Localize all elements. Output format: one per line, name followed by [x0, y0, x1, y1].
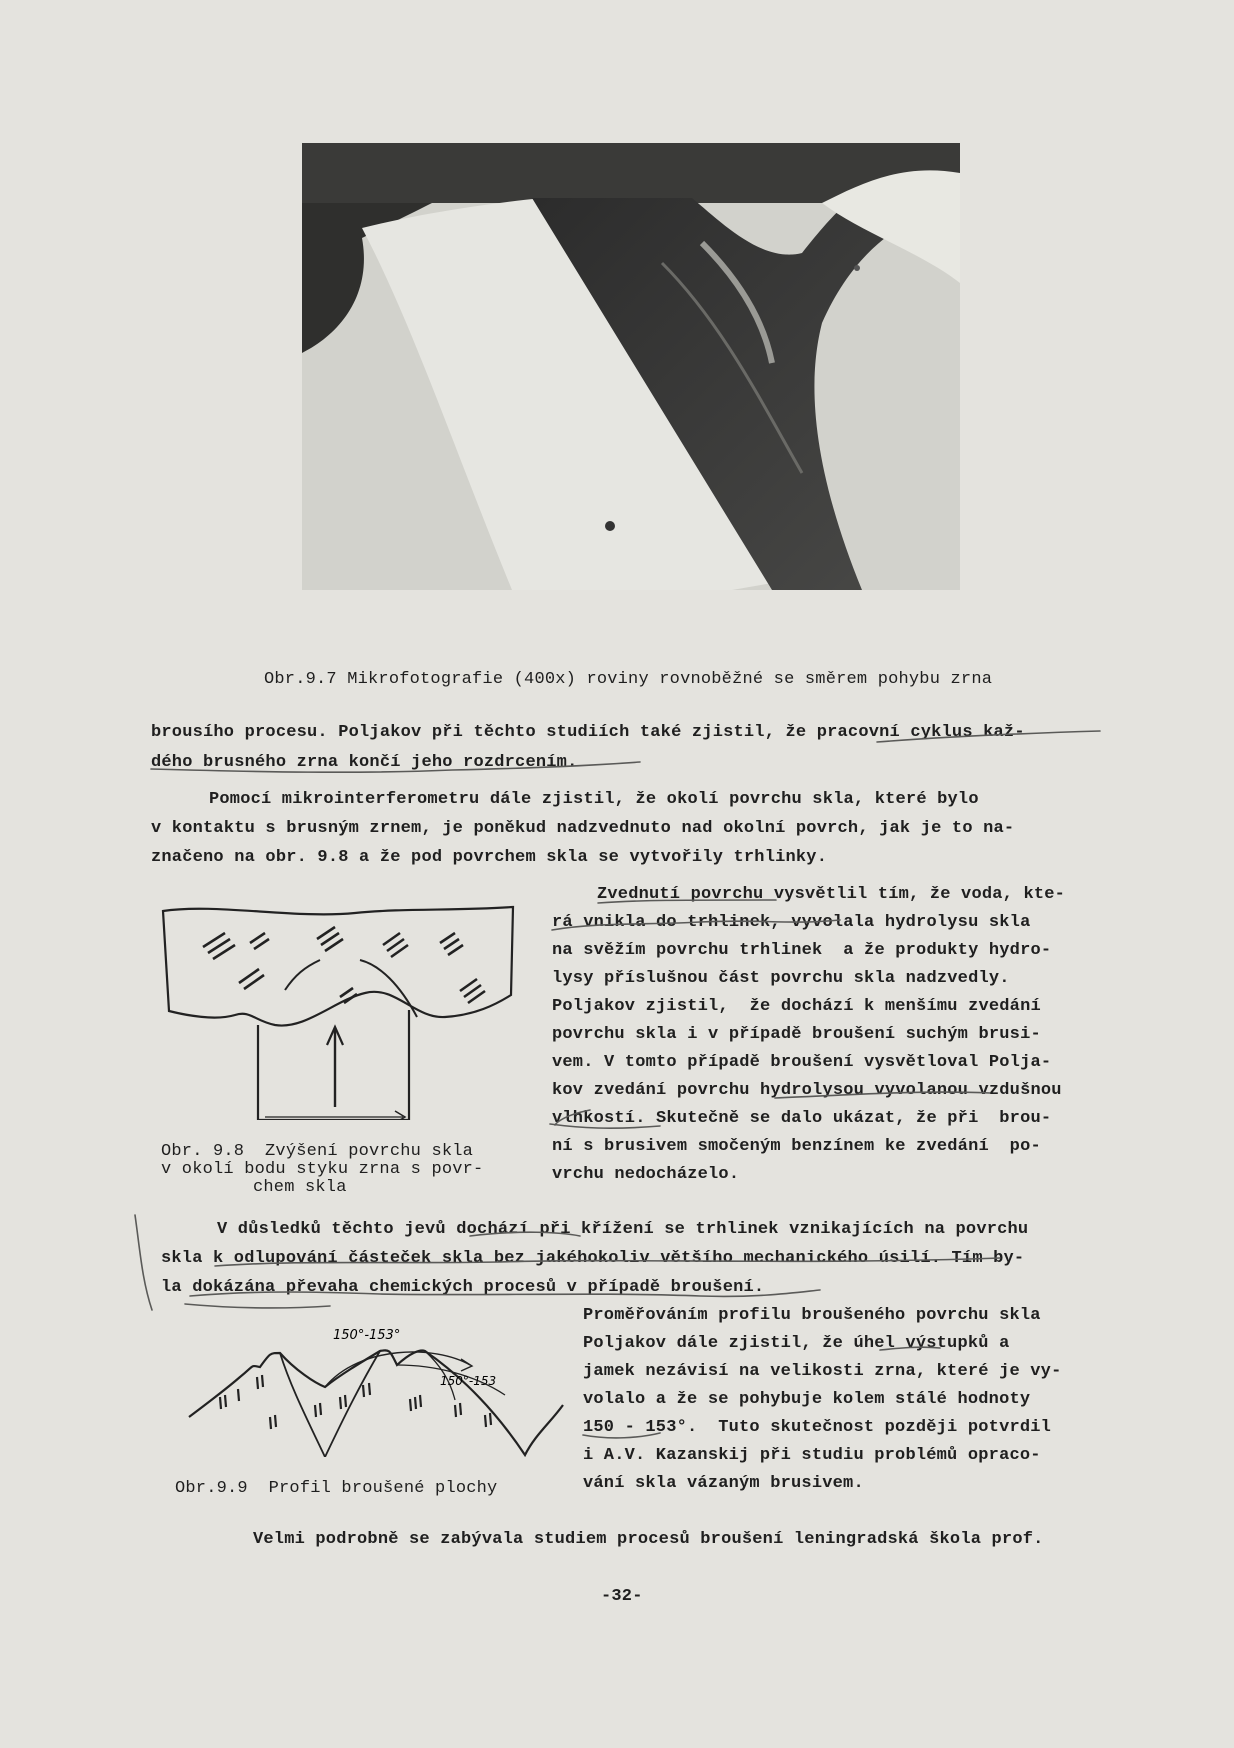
paragraph-3-line-8: kov zvedání povrchu hydrolysou vyvolanou vzdušnou — [552, 1081, 1062, 1100]
paragraph-5-line-3: jamek nezávisí na velikosti zrna, které je vy- — [583, 1362, 1062, 1381]
paragraph-2-line-1: Pomocí mikrointerferometru dále zjistil, že okolí povrchu skla, které bylo — [209, 790, 979, 809]
page-number: -32- — [601, 1587, 643, 1606]
paragraph-3-line-3: na svěžím povrchu trhlinek a že produkty hydro- — [552, 941, 1052, 960]
paragraph-3-line-9: vlhkostí. Skutečně se dalo ukázat, že při brou- — [552, 1109, 1052, 1128]
paragraph-4-line-2: skla k odlupování částeček skla bez jakéhokoliv většího mechanického úsilí. Tím by- — [161, 1249, 1025, 1268]
paragraph-1-line-2: dého brusného zrna končí jeho rozdrcením. — [151, 753, 578, 772]
paragraph-3-line-1: Zvednutí povrchu vysvětlil tím, že voda, kte- — [597, 885, 1066, 904]
paragraph-3-line-4: lysy příslušnou část povrchu skla nadzvedly. — [552, 969, 1010, 988]
paragraph-5-line-7: vání skla vázaným brusivem. — [583, 1474, 864, 1493]
figure-9-8-caption-line-3: chem skla — [253, 1178, 347, 1197]
figure-9-8-diagram — [155, 905, 520, 1120]
paragraph-5-line-1: Proměřováním profilu broušeného povrchu skla — [583, 1306, 1041, 1325]
paragraph-5-line-4: volalo a že se pohybuje kolem stálé hodnoty — [583, 1390, 1031, 1409]
figure-9-9-diagram — [185, 1325, 565, 1457]
paragraph-1-line-1: brousího procesu. Poljakov při těchto studiích také zjistil, že pracovní cyklus kaž- — [151, 723, 1025, 742]
photo-caption: Obr.9.7 Mikrofotografie (400x) roviny rovnoběžné se směrem pohybu zrna — [264, 670, 993, 689]
paragraph-5-line-6: i A.V. Kazanskij při studiu problémů opraco- — [583, 1446, 1041, 1465]
paragraph-5-line-2: Poljakov dále zjistil, že úhel výstupků a — [583, 1334, 1010, 1353]
paragraph-4-line-3: la dokázána převaha chemických procesů v případě broušení. — [161, 1278, 765, 1297]
paragraph-3-line-5: Poljakov zjistil, že dochází k menšímu zvedání — [552, 997, 1041, 1016]
paragraph-2-line-2: v kontaktu s brusným zrnem, je poněkud nadzvednuto nad okolní povrch, jak je to na- — [151, 819, 1015, 838]
paragraph-3-line-2: rá vnikla do trhlinek, vyvolala hydrolysu skla — [552, 913, 1031, 932]
paragraph-3-line-6: povrchu skla i v případě broušení suchým brusi- — [552, 1025, 1041, 1044]
figure-9-9-angle-top: 150°-153° — [333, 1328, 401, 1343]
paragraph-2-line-3: značeno na obr. 9.8 a že pod povrchem skla se vytvořily trhlinky. — [151, 848, 828, 867]
paragraph-6: Velmi podrobně se zabývala studiem procesů broušení leningradská škola prof. — [253, 1530, 1044, 1549]
paragraph-5-line-5: 150 - 153°. Tuto skutečnost později potvrdil — [583, 1418, 1052, 1437]
paragraph-4-line-1: V důsledků těchto jevů dochází při křížení se trhlinek vznikajících na povrchu — [217, 1220, 1029, 1239]
paragraph-3-line-11: vrchu nedocházelo. — [552, 1165, 740, 1184]
micrograph-photo — [302, 143, 960, 590]
paragraph-3-line-10: ní s brusivem smočeným benzínem ke zvedání po- — [552, 1137, 1041, 1156]
figure-9-8-caption-line-2: v okolí bodu styku zrna s povr- — [161, 1160, 484, 1179]
figure-9-9-caption: Obr.9.9 Profil broušené plochy — [175, 1479, 498, 1498]
figure-9-8-caption-line-1: Obr. 9.8 Zvýšení povrchu skla — [161, 1142, 474, 1161]
figure-9-9-angle-inner: 150°-153 — [440, 1374, 497, 1388]
paragraph-3-line-7: vem. V tomto případě broušení vysvětloval Polja- — [552, 1053, 1052, 1072]
